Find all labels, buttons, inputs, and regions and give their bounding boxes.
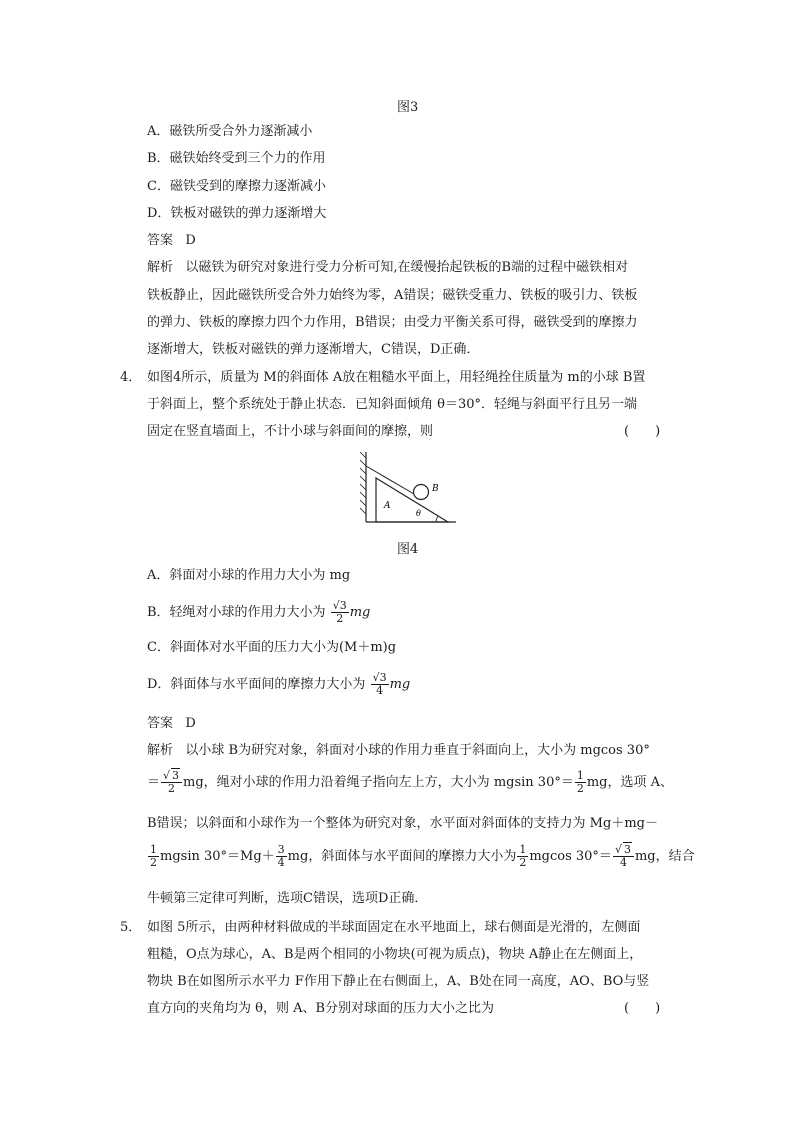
numerator: 1 [519, 843, 527, 856]
numerator: 1 [150, 843, 157, 856]
option-b-numerator: √3 [332, 599, 347, 612]
q5-answer-bracket: ( ) [624, 1001, 661, 1016]
analysis-text: ＝ [147, 775, 161, 790]
q4-stem-line-3: 固定在竖直墙面上，不计小球与斜面间的摩擦，则 [147, 424, 434, 439]
option-b-fraction [331, 600, 349, 625]
q3-answer [147, 231, 196, 251]
denominator: 2 [576, 782, 584, 795]
label-theta: θ [416, 509, 421, 518]
numerator: √ 3 [613, 844, 634, 857]
option-d-tail: mg [389, 677, 411, 692]
analysis-text: mg，结合 [634, 849, 695, 864]
fraction-1-over-2 [517, 844, 528, 869]
q3-analysis-line-3: 的弹力、铁板的摩擦力四个力作用，B错误；由受力平衡关系可得，磁铁受到的摩擦力 [147, 315, 638, 330]
q4-analysis-line-1 [147, 741, 650, 761]
fraction-1-over-2 [148, 844, 159, 869]
analysis-text: mg，选项 A、 [586, 775, 674, 790]
q4-option-b [147, 596, 370, 630]
denominator: 4 [619, 856, 627, 869]
q4-option-c: C．斜面体对水平面的压力大小为(M＋m)g [147, 640, 397, 655]
ball-b [414, 485, 429, 500]
denominator: 2 [150, 856, 157, 869]
q4-answer [147, 714, 196, 734]
wall-hatching [360, 452, 366, 522]
figure-4-caption: 图4 [397, 542, 419, 557]
figure-3-caption: 图3 [397, 100, 419, 115]
q4-stem-line-2: 于斜面上，整个系统处于静止状态．已知斜面倾角 θ＝30°．轻绳与斜面平行且另一端 [147, 397, 638, 412]
q4-option-d [147, 668, 410, 702]
q3-analysis-line-1 [147, 258, 628, 278]
numerator: √ 3 [161, 770, 182, 783]
analysis-label: 解析 [147, 743, 174, 758]
q4-analysis-line-5: 牛顿第三定律可判断，选项C错误，选项D正确． [147, 891, 428, 906]
answer-value: D [185, 716, 196, 731]
analysis-text: 以磁铁为研究对象进行受力分析可知,在缓慢抬起铁板的B端的过程中磁铁相对 [185, 260, 629, 275]
analysis-text: mg，绳对小球的作用力沿着绳子指向左上方，大小为 mgsin 30°＝ [183, 775, 574, 790]
option-b-denominator: 2 [336, 612, 344, 625]
rope-line [366, 466, 414, 494]
q4-analysis-line-3: B错误；以斜面和小球作为一个整体为研究对象，水平面对斜面体的支持力为 Mg＋mg－ [147, 816, 658, 831]
denominator: 4 [277, 856, 285, 869]
analysis-text: mg，斜面体与水平面间的摩擦力大小为 [287, 849, 517, 864]
q3-analysis-line-2: 铁板静止，因此磁铁所受合外力始终为零，A错误；磁铁受重力、铁板的吸引力、铁板 [147, 288, 638, 303]
answer-label: 答案 [147, 233, 174, 248]
q3-option-a: A．磁铁所受合外力逐渐减小 [147, 124, 313, 139]
q5-stem-line-4: 直方向的夹角均为 θ，则 A、B分别对球面的压力大小之比为 [147, 1001, 495, 1016]
angle-arc [436, 516, 438, 522]
option-d-text: D．斜面体与水平面间的摩擦力大小为 [147, 677, 366, 692]
q3-option-c: C．磁铁受到的摩擦力逐渐减小 [147, 179, 326, 194]
numerator: 3 [277, 843, 285, 856]
fraction-1-over-2 [575, 770, 586, 795]
q5-stem-line-2: 粗糙，O点为球心，A、B是两个相同的小物块(可视为质点)，物块 A静止在左侧面上， [147, 947, 643, 962]
option-b-tail: mg [349, 605, 371, 620]
q3-option-b: B．磁铁始终受到三个力的作用 [147, 151, 326, 166]
label-a: A [384, 501, 391, 511]
q5-stem-line-3: 物块 B在如图所示水平力 F作用下静止在右侧面上，A、B处在同一高度，AO、BO与竖 [147, 974, 650, 989]
q4-number: 4． [120, 370, 142, 385]
fraction-sqrt3-over-2 [161, 770, 182, 795]
analysis-label: 解析 [147, 260, 174, 275]
option-d-numerator: √3 [372, 671, 387, 684]
option-d-denominator: 4 [376, 684, 384, 697]
q5-stem-line-1: 如图 5所示，由两种材料做成的半球面固定在水平地面上，球右侧面是光滑的，左侧面 [147, 920, 641, 935]
analysis-text: mgcos 30°＝ [529, 849, 612, 864]
radicand: 3 [172, 769, 180, 782]
radicand: 3 [623, 843, 631, 856]
denominator: 2 [168, 782, 176, 795]
fraction-sqrt3-over-4 [613, 844, 634, 869]
label-b: B [432, 484, 439, 494]
answer-value: D [185, 233, 196, 248]
q5-number: 5． [120, 920, 142, 935]
q3-analysis-line-4: 逐渐增大，铁板对磁铁的弹力逐渐增大，C错误，D正确． [147, 342, 480, 357]
figure-4-incline-diagram [360, 452, 458, 524]
option-d-fraction [371, 672, 389, 697]
answer-label: 答案 [147, 716, 174, 731]
numerator: 1 [576, 769, 584, 782]
q4-stem-line-1: 如图4所示，质量为 M的斜面体 A放在粗糙水平面上，用轻绳拴住质量为 m的小球 B置 [147, 370, 646, 385]
q4-analysis-line-4 [147, 840, 695, 874]
analysis-text: 以小球 B为研究对象，斜面对小球的作用力垂直于斜面向上，大小为 mgcos 30° [185, 743, 650, 758]
analysis-text: mgsin 30°＝Mg＋ [160, 849, 275, 864]
denominator: 2 [519, 856, 527, 869]
q4-analysis-line-2 [147, 766, 673, 800]
q4-answer-bracket: ( ) [624, 424, 661, 439]
q4-option-a: A．斜面对小球的作用力大小为 mg [147, 568, 351, 583]
option-b-text: B．轻绳对小球的作用力大小为 [147, 605, 326, 620]
q3-option-d: D．铁板对磁铁的弹力逐渐增大 [147, 206, 327, 221]
fraction-3-over-4 [276, 844, 287, 869]
